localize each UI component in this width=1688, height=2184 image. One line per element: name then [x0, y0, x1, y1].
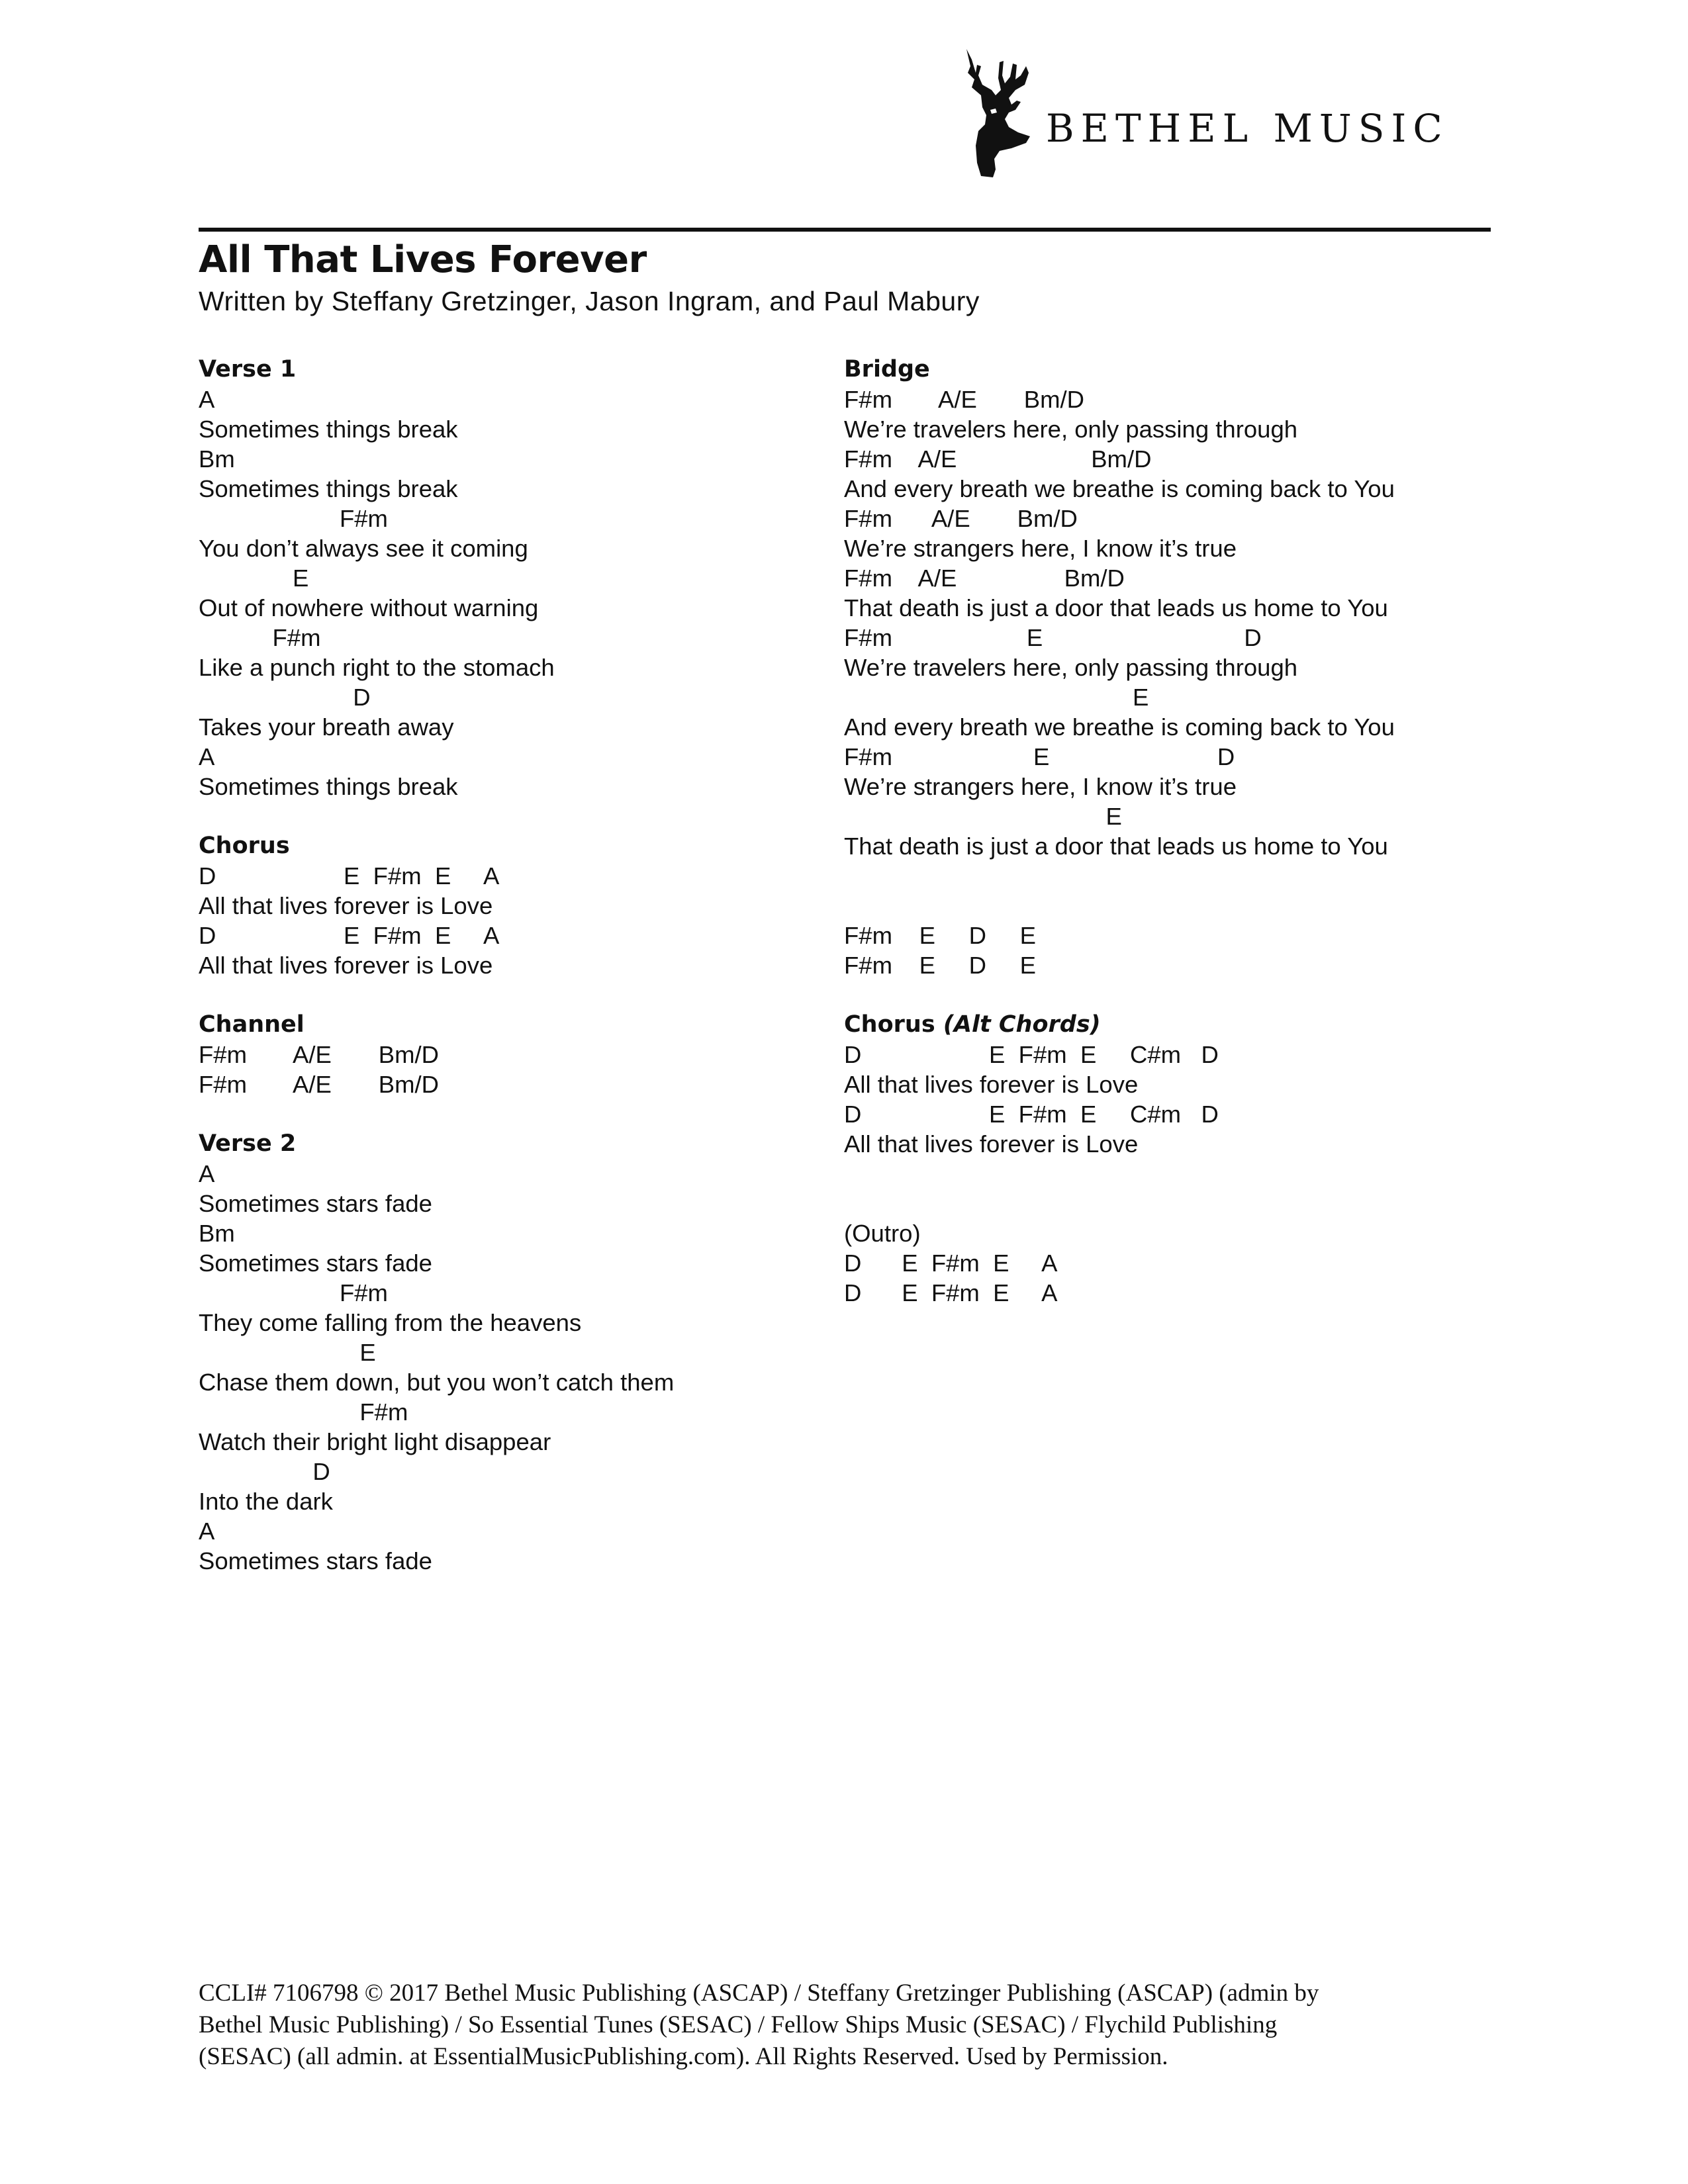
- lyric-line: Sometimes things break: [199, 475, 458, 502]
- lyric-line: E: [199, 1339, 376, 1366]
- lyric-line: F#m A/E Bm/D: [844, 505, 1078, 532]
- lyric-line: A: [199, 386, 215, 413]
- lyric-line: [844, 891, 1506, 921]
- song-section: [199, 355, 794, 801]
- lyric-line: F#m A/E Bm/D: [199, 1071, 440, 1098]
- header-rule: [199, 228, 1491, 232]
- song-section: [199, 1010, 794, 1099]
- lyric-line: We’re strangers here, I know it’s true: [844, 773, 1237, 800]
- lyric-line: F#m E D E: [844, 922, 1037, 949]
- lyric-line: F#m A/E Bm/D: [844, 386, 1085, 413]
- song-section: [199, 1129, 794, 1576]
- lyric-line: Takes your breath away: [199, 713, 454, 741]
- lyric-line: And every breath we breathe is coming back to You: [844, 713, 1395, 741]
- lyric-line: We’re travelers here, only passing through: [844, 416, 1298, 443]
- lyric-line: And every breath we breathe is coming back to You: [844, 475, 1395, 502]
- song-section: [844, 1010, 1506, 1159]
- lyric-line: (Outro): [844, 1220, 921, 1247]
- section-heading: [844, 1010, 1506, 1040]
- brand-name: BETHEL MUSIC: [1046, 106, 1449, 151]
- footer-line: Bethel Music Publishing) / So Essential Tunes (SESAC) / Fellow Ships Music (SESAC) / Flychild Publishing: [199, 2011, 1278, 2038]
- lyric-line: [844, 861, 1506, 891]
- lyric-line: D E F#m E C#m D: [844, 1101, 1219, 1128]
- lyric-line: F#m A/E Bm/D: [844, 445, 1152, 473]
- footer-line: CCLI# 7106798 © 2017 Bethel Music Publishing (ASCAP) / Steffany Gretzinger Publishing (ASCAP) (admin by: [199, 1979, 1319, 2007]
- lyric-line: Sometimes things break: [199, 416, 458, 443]
- lyric-line: All that lives forever is Love: [199, 892, 493, 919]
- section-heading: [199, 1129, 794, 1159]
- lyric-line: All that lives forever is Love: [199, 952, 493, 979]
- lyric-line: F#m E D: [844, 624, 1262, 651]
- lyric-line: Sometimes stars fade: [199, 1547, 432, 1574]
- lyric-line: F#m E D E: [844, 952, 1037, 979]
- lyric-line: Chase them down, but you won’t catch them: [199, 1369, 675, 1396]
- song-section: [199, 831, 794, 980]
- footer-line: (SESAC) (all admin. at EssentialMusicPublishing.com). All Rights Reserved. Used by Permission.: [199, 2043, 1168, 2070]
- lyric-line: D: [199, 1458, 330, 1485]
- section-heading-label: Channel: [199, 1011, 305, 1038]
- lyric-line: Bm: [199, 445, 235, 473]
- lyric-line: D E F#m E A: [199, 862, 500, 889]
- lyric-line: You don’t always see it coming: [199, 535, 528, 562]
- lyric-line: Sometimes stars fade: [199, 1190, 432, 1217]
- lyric-line: [844, 1189, 1506, 1218]
- lyric-line: A: [199, 1160, 215, 1187]
- section-heading: [199, 1010, 794, 1040]
- lyric-line: F#m A/E Bm/D: [844, 565, 1125, 592]
- lyric-line: D E F#m E C#m D: [844, 1041, 1219, 1068]
- lyric-line: All that lives forever is Love: [844, 1130, 1139, 1158]
- lyric-line: A: [199, 1518, 215, 1545]
- song-section: [844, 355, 1506, 980]
- lyric-line: E: [844, 684, 1149, 711]
- lyric-line: Out of nowhere without warning: [199, 594, 539, 621]
- lyric-line: F#m: [199, 1398, 408, 1426]
- section-heading-label: Chorus: [199, 833, 290, 859]
- section-heading: [844, 355, 1506, 385]
- lyric-line: They come falling from the heavens: [199, 1309, 582, 1336]
- lyric-line: F#m: [199, 624, 321, 651]
- lyric-line: F#m A/E Bm/D: [199, 1041, 440, 1068]
- left-column: [199, 355, 794, 1576]
- lyric-line: Like a punch right to the stomach: [199, 654, 555, 681]
- section-heading: [199, 831, 794, 861]
- section-heading: [199, 355, 794, 385]
- song-title: All That Lives Forever: [199, 238, 647, 281]
- lyric-line: A: [199, 743, 215, 770]
- lyric-line: Sometimes things break: [199, 773, 458, 800]
- lyric-line: Sometimes stars fade: [199, 1250, 432, 1277]
- lyric-line: Into the dark: [199, 1488, 333, 1515]
- song-writers: Written by Steffany Gretzinger, Jason Ingram, and Paul Mabury: [199, 286, 980, 316]
- song-section: [844, 1189, 1506, 1308]
- right-column: [844, 355, 1506, 1308]
- lyric-line: D E F#m E A: [199, 922, 500, 949]
- lyric-line: That death is just a door that leads us home to You: [844, 833, 1388, 860]
- lyric-line: D E F#m E A: [844, 1250, 1058, 1277]
- lyric-line: E: [844, 803, 1122, 830]
- lyric-line: All that lives forever is Love: [844, 1071, 1139, 1098]
- lyric-line: F#m E D: [844, 743, 1235, 770]
- section-heading-label: Bridge: [844, 356, 930, 383]
- section-heading-label: Chorus: [844, 1011, 935, 1038]
- stag-head-icon: [952, 46, 1038, 179]
- lyric-line: We’re strangers here, I know it’s true: [844, 535, 1237, 562]
- lyric-line: D E F#m E A: [844, 1279, 1058, 1306]
- lyric-line: F#m: [199, 1279, 388, 1306]
- lyric-line: Bm: [199, 1220, 235, 1247]
- section-heading-alt: (Alt Chords): [943, 1011, 1101, 1038]
- lyric-line: F#m: [199, 505, 388, 532]
- section-heading-label: Verse 2: [199, 1130, 297, 1157]
- lyric-line: D: [199, 684, 371, 711]
- section-heading-label: Verse 1: [199, 356, 297, 383]
- lyric-line: E: [199, 565, 309, 592]
- copyright-footer: [199, 1978, 1516, 2073]
- publisher-logo: [952, 46, 1481, 179]
- lyric-line: That death is just a door that leads us home to You: [844, 594, 1388, 621]
- lyric-line: Watch their bright light disappear: [199, 1428, 551, 1455]
- lyric-line: We’re travelers here, only passing through: [844, 654, 1298, 681]
